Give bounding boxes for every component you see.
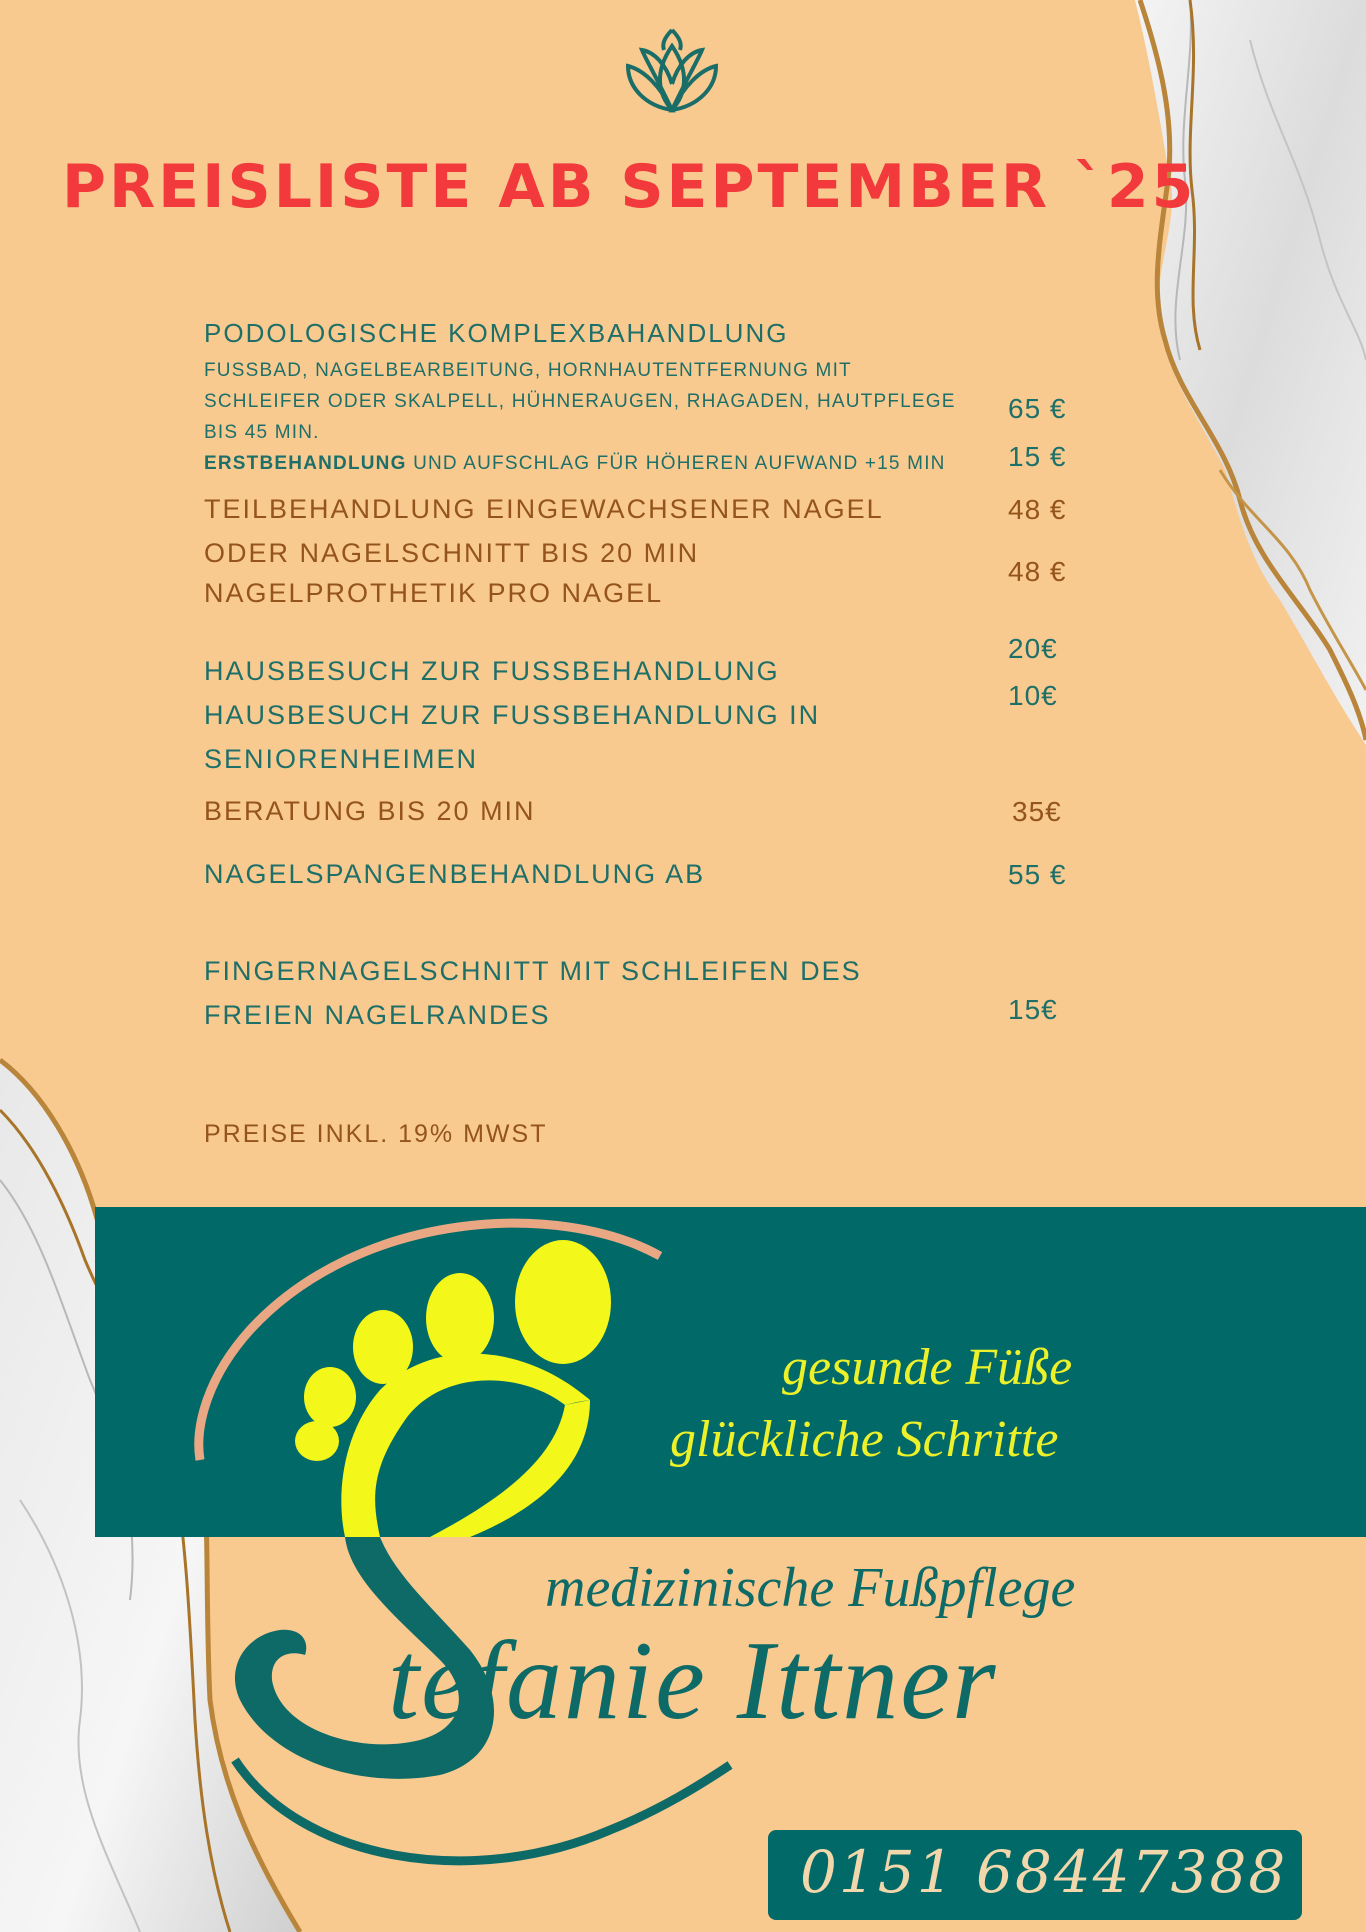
item-hausbesuch-senioren: HAUSBESUCH ZUR FUSSBEHANDLUNG IN <box>204 700 821 730</box>
item-beratung: BERATUNG BIS 20 MIN <box>204 796 536 826</box>
brand-name: tefanie Ittner <box>388 1619 998 1743</box>
slogan-line-2: glückliche Schritte <box>670 1411 1059 1468</box>
item-nagelspangen: NAGELSPANGENBEHANDLUNG AB <box>204 859 706 889</box>
vat-note: PREISE INKL. 19% MWST <box>204 1120 548 1148</box>
item-teilbehandlung: TEILBEHANDLUNG EINGEWACHSENER NAGEL <box>204 494 884 524</box>
price-erstbehandlung: 15 € <box>1008 441 1067 472</box>
price-nagelspangen: 55 € <box>1008 859 1067 890</box>
phone-number: 0151 68447388 <box>800 1838 1288 1906</box>
brand-subtitle: medizinische Fußpflege <box>545 1557 1076 1619</box>
price-teilbehandlung: 48 € <box>1008 494 1067 525</box>
price-hausbesuch: 20€ <box>1008 633 1058 664</box>
item-teilbehandlung-sub: ODER NAGELSCHNITT BIS 20 MIN <box>204 538 700 568</box>
item-komplex-desc-3: BIS 45 MIN. <box>204 422 320 443</box>
page-title: PREISLISTE AB SEPTEMBER `25 <box>62 152 1197 222</box>
item-hausbesuch: HAUSBESUCH ZUR FUSSBEHANDLUNG <box>204 656 780 686</box>
price-hausbesuch-senioren: 10€ <box>1008 680 1058 711</box>
price-beratung: 35€ <box>1012 796 1062 827</box>
price-fingernagelschnitt: 15€ <box>1008 994 1058 1025</box>
item-fingernagelschnitt-2: FREIEN NAGELRANDES <box>204 1000 551 1030</box>
item-komplex-desc-2: SCHLEIFER ODER SKALPELL, HÜHNERAUGEN, RHAGADEN, HAUTPFLEGE <box>204 391 956 412</box>
price-komplex: 65 € <box>1008 393 1067 424</box>
item-hausbesuch-senioren-2: SENIORENHEIMEN <box>204 744 479 774</box>
item-fingernagelschnitt: FINGERNAGELSCHNITT MIT SCHLEIFEN DES <box>204 956 862 986</box>
slogan-line-1: gesunde Füße <box>782 1339 1073 1396</box>
item-komplex-title: PODOLOGISCHE KOMPLEXBAHANDLUNG <box>204 318 789 348</box>
price-nagelprothetik: 48 € <box>1008 556 1067 587</box>
item-nagelprothetik: NAGELPROTHETIK PRO NAGEL <box>204 578 664 608</box>
erstbehandlung-desc: UND AUFSCHLAG FÜR HÖHEREN AUFWAND +15 MIN <box>406 453 946 474</box>
erstbehandlung-label: ERSTBEHANDLUNG <box>204 453 407 474</box>
item-komplex-desc-1: FUSSBAD, NAGELBEARBEITUNG, HORNHAUTENTFERNUNG MIT <box>204 360 852 381</box>
